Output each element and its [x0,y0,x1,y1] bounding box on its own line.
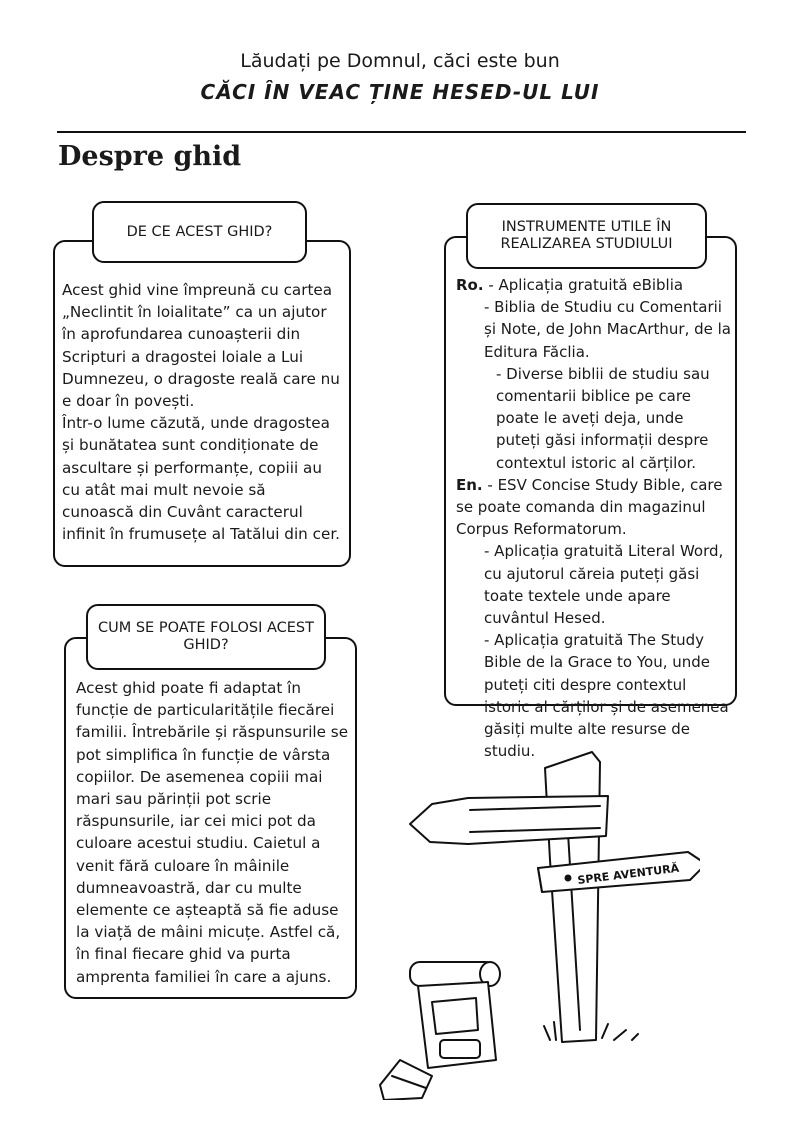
why-paragraph-1: Acest ghid vine împreună cu cartea „Neclintit în loialitate” ca un ajutor în aprofundarea cunoașterii din Scripturi a dragostei loiale a Lui Dumnezeu, o dragoste reală care nu e doar în povești. [62,281,340,411]
how-heading [86,604,326,670]
tools-ro-item-2: - Biblia de Studiu cu Comentarii și Note, de John MacArthur, de la Editura Făclia. [484,298,731,361]
header-verse-line1: Lăudați pe Domnul, căci este bun [240,50,560,72]
tools-ro-label: Ro. [456,276,484,294]
why-body [62,279,342,545]
header-verse-line2: CĂCI ÎN VEAC ȚINE HESED-UL LUI [200,80,600,104]
how-body [76,677,352,988]
how-heading-text: CUM SE POATE FOLOSI ACEST GHID? [98,620,314,653]
why-heading-text: DE CE ACEST GHID? [126,223,273,240]
tools-en-item-2: - Aplicația gratuită Literal Word, cu ajutorul căreia puteți găsi toate textele unde apare cuvântul Hesed. [484,542,724,628]
signpost-illustration [370,740,700,1100]
tools-en-label: En. [456,475,483,494]
tools-ro-item-3: - Diverse biblii de studiu sau comentarii biblice pe care poate le aveți deja, unde puteți găsi informații despre contextul istoric al cărților. [496,364,710,472]
how-paragraph: Acest ghid poate fi adaptat în funcție de particularitățile fiecărei familii. Întrebările și răspunsurile se pot simplifica în funcție de vârsta copiilor. De asemenea copiii mai mari sau părinții pot scrie răspunsurile, iar cei mici pot da culoare acestui studiu. Caietul a venit fără culoare în mâinile dumneavoastră, dar cu multe elemente ce așteaptă să fie aduse la viață de mâini micuțe. Astfel că, în final fiecare ghid va purta amprenta familiei în care a ajuns. [76,679,349,986]
tools-body [456,274,732,762]
tools-ro-line-1 [456,274,732,296]
tools-heading-text: INSTRUMENTE UTILE ÎN REALIZAREA STUDIULUI [500,219,673,252]
why-paragraph-2: Într-o lume căzută, unde dragostea și bunătatea sunt condiționate de ascultare și performanțe, copiii au cu atât mai mult nevoie să cunoască din Cuvânt caracterul infinit în frumusețe al Tatălui din cer. [62,414,340,544]
tools-heading [466,203,707,269]
why-heading [92,201,307,263]
page-title: Despre ghid [58,141,242,172]
tools-en-item-1: - ESV Concise Study Bible, care se poate comanda din magazinul Corpus Reformatorum. [456,475,723,539]
tools-en-item-3: - Aplicația gratuită The Study Bible de la Grace to You, unde puteți citi despre contextul istoric al cărților și de asemenea găsiți multe alte resurse de studiu. [484,631,729,761]
divider [57,131,746,133]
backpack-drawing [380,962,500,1100]
tools-ro-item-1: - Aplicația gratuită eBiblia [483,276,684,294]
tools-en-line-1 [456,474,732,541]
sign-text: SPRE AVENTURĂ [576,861,680,887]
signpost-left-arrow [410,796,608,844]
